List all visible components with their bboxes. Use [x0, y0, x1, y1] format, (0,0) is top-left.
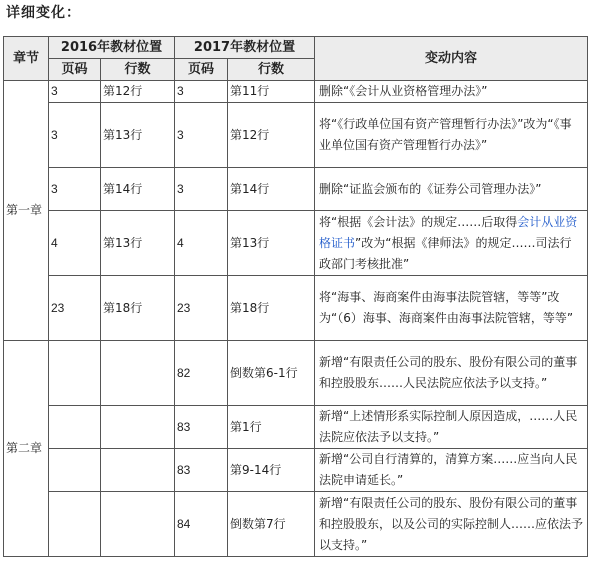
line-2017-cell: 第9-14行	[228, 449, 315, 492]
page-2016-cell	[49, 406, 101, 449]
change-table	[3, 36, 588, 557]
cert-link[interactable]: 会计从业资格证书	[319, 214, 578, 250]
change-cell: 删除“证监会颁布的《证券公司管理办法》”	[315, 168, 588, 211]
table-row	[4, 103, 588, 168]
table-row	[4, 81, 588, 103]
change-header: 变动内容	[315, 37, 588, 81]
page-2017-cell: 82	[175, 341, 228, 406]
line-2017-cell: 倒数第6-1行	[228, 341, 315, 406]
line-2016-cell: 第14行	[101, 168, 175, 211]
table-row	[4, 168, 588, 211]
page-2016-header: 页码	[49, 59, 101, 81]
line-2017-cell: 倒数第7行	[228, 492, 315, 557]
line-2016-cell: 第18行	[101, 276, 175, 341]
page-2016-cell: 3	[49, 168, 101, 211]
line-2016-cell	[101, 341, 175, 406]
table-row	[4, 406, 588, 449]
line-2017-cell: 第1行	[228, 406, 315, 449]
page-2016-cell: 4	[49, 211, 101, 276]
page-2017-cell: 83	[175, 449, 228, 492]
page-2017-cell: 84	[175, 492, 228, 557]
table-row	[4, 492, 588, 557]
line-2016-cell: 第12行	[101, 81, 175, 103]
chapter-header: 章节	[4, 37, 49, 81]
page-2016-cell: 3	[49, 103, 101, 168]
page-2016-cell: 23	[49, 276, 101, 341]
page-2017-cell: 3	[175, 81, 228, 103]
page-2017-cell: 3	[175, 168, 228, 211]
line-2016-header: 行数	[101, 59, 175, 81]
page-2017-cell: 4	[175, 211, 228, 276]
chapter-cell: 第一章	[4, 81, 49, 341]
page-2017-cell: 23	[175, 276, 228, 341]
line-2017-cell: 第18行	[228, 276, 315, 341]
section-heading: 详细变化：	[6, 5, 81, 21]
table-row	[4, 341, 588, 406]
change-cell: 新增“有限责任公司的股东、股份有限公司的董事和控股股东，以及公司的实际控制人……应依法予以支持。”	[315, 492, 588, 557]
line-2017-cell: 第14行	[228, 168, 315, 211]
change-cell: 新增“公司自行清算的，清算方案……应当向人民法院申请延长。”	[315, 449, 588, 492]
table-row	[4, 276, 588, 341]
change-cell: 将“《行政单位国有资产管理暂行办法》”改为“《事业单位国有资产管理暂行办法》”	[315, 103, 588, 168]
change-cell: 将“海事、海商案件由海事法院管辖，等等”改为“（6）海事、海商案件由海事法院管辖，等等”	[315, 276, 588, 341]
y2016-header: 2016年教材位置	[49, 37, 175, 59]
page-2016-cell	[49, 449, 101, 492]
page-2017-header: 页码	[175, 59, 228, 81]
change-text-b: ”改为“根据《律师法》的规定……司法行政部门考核批准”	[319, 235, 572, 271]
header-row-1	[4, 37, 588, 59]
change-text-a: 将“根据《会计法》的规定……后取得	[319, 214, 518, 229]
line-2016-cell: 第13行	[101, 211, 175, 276]
change-cell: 删除“《会计从业资格管理办法》”	[315, 81, 588, 103]
line-2016-cell: 第13行	[101, 103, 175, 168]
line-2017-header: 行数	[228, 59, 315, 81]
change-cell	[315, 211, 588, 276]
table-row	[4, 211, 588, 276]
chapter-cell: 第二章	[4, 341, 49, 557]
page-2016-cell: 3	[49, 81, 101, 103]
change-cell: 新增“上述情形系实际控制人原因造成，……人民法院应依法予以支持。”	[315, 406, 588, 449]
page-2016-cell	[49, 492, 101, 557]
line-2017-cell: 第12行	[228, 103, 315, 168]
line-2016-cell	[101, 449, 175, 492]
line-2017-cell: 第13行	[228, 211, 315, 276]
line-2016-cell	[101, 492, 175, 557]
page-2016-cell	[49, 341, 101, 406]
change-cell: 新增“有限责任公司的股东、股份有限公司的董事和控股股东……人民法院应依法予以支持。”	[315, 341, 588, 406]
page-2017-cell: 3	[175, 103, 228, 168]
y2017-header: 2017年教材位置	[175, 37, 315, 59]
table-row	[4, 449, 588, 492]
line-2016-cell	[101, 406, 175, 449]
line-2017-cell: 第11行	[228, 81, 315, 103]
page-2017-cell: 83	[175, 406, 228, 449]
